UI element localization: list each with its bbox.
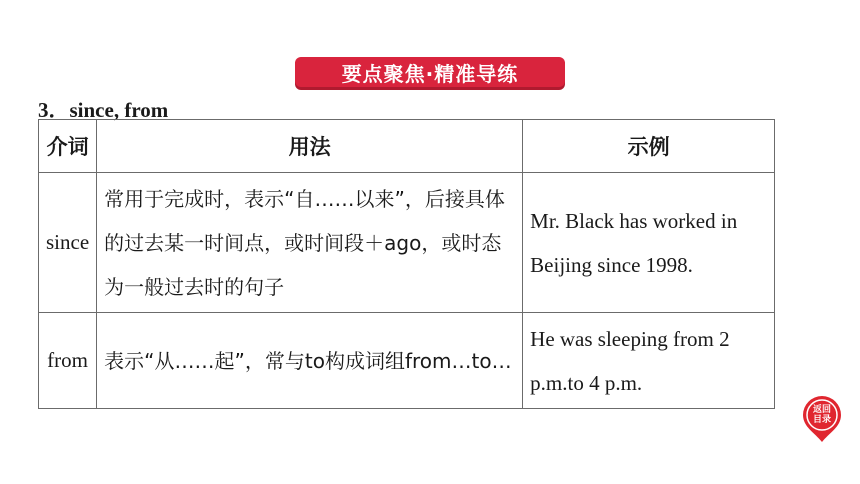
header-usage: 用法 (97, 120, 523, 173)
header-preposition: 介词 (39, 120, 97, 173)
table-header-row (39, 120, 775, 173)
section-banner: 要点聚焦·精准导练 (295, 57, 565, 87)
back-to-contents-label[interactable]: 返回 目录 (812, 405, 831, 425)
section-title: 3．since, from (38, 98, 169, 122)
usage-cell: 常用于完成时，表示“自……以来”，后接具体的过去某一时间点，或时间段＋ago，或时态为一般过去时的句子 (97, 173, 523, 313)
table-row (39, 313, 775, 409)
preposition-cell: from (39, 313, 97, 409)
preposition-table (38, 119, 775, 409)
header-example: 示例 (523, 120, 775, 173)
example-cell: He was sleeping from 2 p.m.to 4 p.m. (523, 313, 775, 409)
preposition-cell: since (39, 173, 97, 313)
table-row (39, 173, 775, 313)
usage-cell: 表示“从……起”，常与to构成词组from…to… (97, 313, 523, 409)
example-cell: Mr. Black has worked in Beijing since 1998. (523, 173, 775, 313)
